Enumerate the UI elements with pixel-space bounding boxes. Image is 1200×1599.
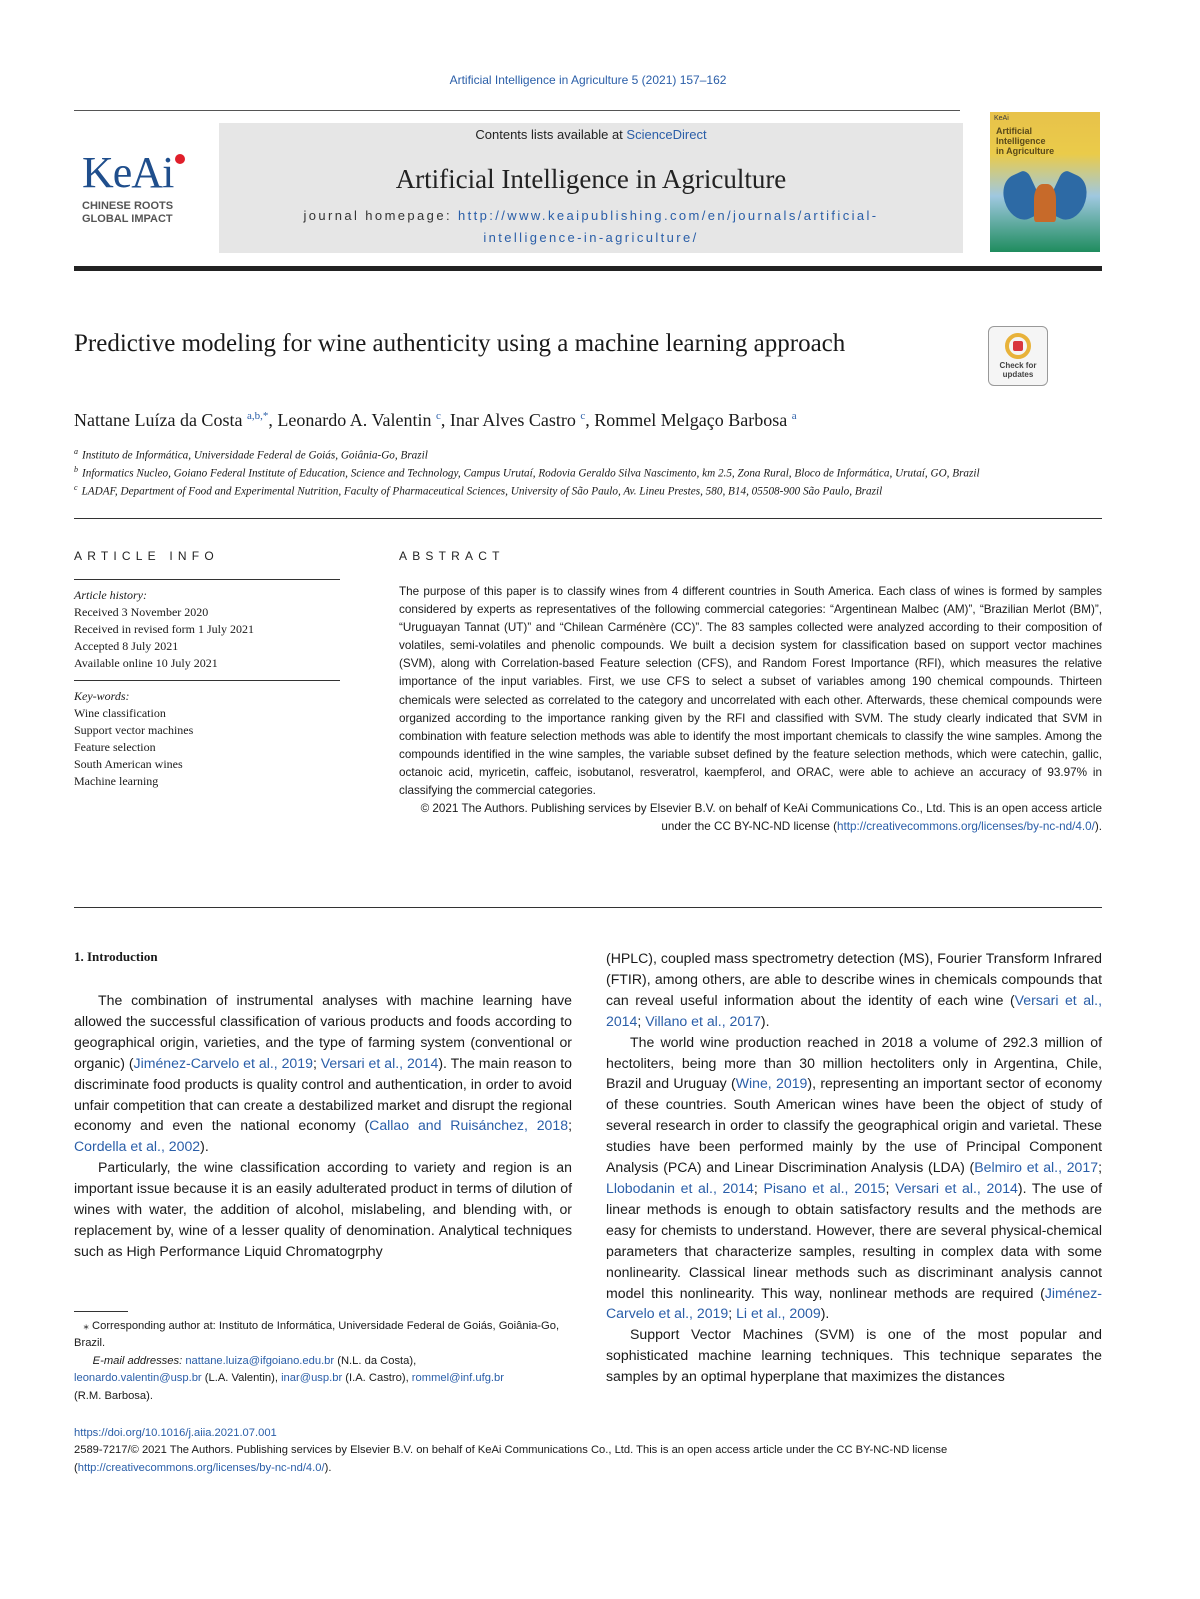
paragraph-text: ; xyxy=(312,1054,321,1071)
journal-title: Artificial Intelligence in Agriculture xyxy=(395,164,787,194)
paragraph-text: ). The main reason to discriminate food products is quality control and authentication, in order to avoid unfair competition that can create a destabilized market and disrupt the regional economy and even the national economy ( xyxy=(74,1054,573,1134)
citation-link[interactable]: Wine, 2019 xyxy=(735,1075,808,1092)
affiliation xyxy=(74,483,882,498)
affiliation xyxy=(74,465,980,480)
citation-link[interactable]: Jiménez-Carvelo et al., 2019 xyxy=(606,1284,1102,1322)
email-link[interactable]: leonardo.valentin@usp.br xyxy=(74,1372,202,1385)
article-history-label: Article history: xyxy=(74,588,147,602)
email-owner: (I.A. Castro), xyxy=(342,1372,412,1385)
keywords-label: Key-words: xyxy=(74,689,130,703)
crossmark-icon xyxy=(1005,333,1031,359)
abstract-body xyxy=(399,583,1102,836)
homepage-label: journal homepage: xyxy=(303,208,458,223)
contents-prefix: Contents lists available at xyxy=(475,127,627,142)
abstract-heading: ABSTRACT xyxy=(399,549,505,563)
footnote-marker: ⁎ xyxy=(83,1320,89,1332)
paragraph-text: ; xyxy=(1098,1159,1102,1176)
abstract-copyright xyxy=(399,800,1102,836)
paragraph-text: ; xyxy=(637,1012,646,1029)
check-for-updates-button[interactable] xyxy=(988,326,1048,386)
cover-title-line-3: in Agriculture xyxy=(996,146,1055,156)
keyword: Machine learning xyxy=(74,774,159,788)
paragraph-text: ). The use of linear methods is enough to obtain satisfactory results and the methods are easy for chemists to understand. However, there are several physical-chemical parameters that characterize samples, resulting in complex data with some nonlinearity. Classical linear methods such as discriminant analysis cannot model this nonlinearity. This way, nonlinear methods are required ( xyxy=(606,1179,1102,1301)
license-close: ). xyxy=(324,1461,332,1474)
email-owner: (L.A. Valentin), xyxy=(201,1372,282,1385)
paragraph-text: ). xyxy=(200,1138,209,1155)
paragraph-text: ; xyxy=(885,1179,896,1196)
copyright-text: © 2021 The Authors. Publishing services by Elsevier B.V. on behalf of KeAi Communications Co., Ltd. This is an open access article under the CC BY-NC-ND license ( xyxy=(420,802,1102,834)
article-title: Predictive modeling for wine authenticity using a machine learning approach xyxy=(74,330,846,357)
journal-homepage xyxy=(219,205,963,249)
affiliation-rule xyxy=(74,518,1102,519)
email-owner: (N.L. da Costa), xyxy=(334,1354,417,1367)
paragraph-text: ), representing an important sector of economy of these countries. South American wines have been the object of study of several research in order to classify the geographical origin and varietal. These studies have been performed mainly by the use of Principal Component Analysis (PCA) and Linear Discrimination Analysis (LDA) ( xyxy=(606,1075,1103,1176)
corresponding-author-note xyxy=(74,1318,572,1353)
page-footer xyxy=(74,1425,1102,1477)
author-affiliation-marker[interactable]: c xyxy=(580,410,586,422)
affiliation-text: Informatics Nucleo, Goiano Federal Institute of Education, Science and Technology, Campus Urutaí, Rodovia Geraldo Silva Nascimento, km 2.5, Zona Rural, Bloco de Informática, Urutaí, GO, Brazil xyxy=(82,467,980,480)
keyword: Support vector machines xyxy=(74,723,194,737)
author-affiliation-marker[interactable]: c xyxy=(435,410,441,422)
author-name[interactable]: Rommel Melgaço Barbosa xyxy=(594,410,788,430)
author-affiliation-marker[interactable]: a xyxy=(791,410,797,422)
citation-link[interactable]: Villano et al., 2017 xyxy=(645,1012,761,1029)
cover-title-line-2: Intelligence xyxy=(996,136,1046,146)
journal-cover-image[interactable] xyxy=(990,112,1100,252)
history-entry: Received in revised form 1 July 2021 xyxy=(74,622,254,636)
license-link[interactable]: http://creativecommons.org/licenses/by-nc-nd/4.0/ xyxy=(836,820,1095,834)
author-name[interactable]: Leonardo A. Valentin xyxy=(277,410,432,430)
right-column xyxy=(606,948,1102,1387)
homepage-link[interactable]: http://www.keaipublishing.com/en/journals/artificial-intelligence-in-agriculture/ xyxy=(457,208,879,245)
affiliation xyxy=(74,447,428,462)
paragraph: Particularly, the wine classification according to variety and region is an important issue because it is an easily adulterated product in terms of dilution of wines with water, the addition of alcohol, mislabeling, and blending with, or replacement by, wine of a lesser quality of denomination. Analytical techniques such as High Performance Liquid Chromatogrphy xyxy=(74,1159,572,1259)
paragraph-text: ; xyxy=(753,1179,764,1196)
author-affiliation-marker[interactable]: a,b,* xyxy=(246,410,269,422)
doi-link[interactable]: https://doi.org/10.1016/j.aiia.2021.07.001 xyxy=(74,1427,277,1439)
citation-link[interactable]: Cordella et al., 2002 xyxy=(74,1138,201,1155)
history-entry: Received 3 November 2020 xyxy=(74,605,209,619)
keyword: Feature selection xyxy=(74,740,156,754)
paragraph xyxy=(606,1032,1102,1325)
paragraph-text: ). xyxy=(820,1305,830,1322)
sciencedirect-link[interactable]: ScienceDirect xyxy=(626,127,707,142)
paragraph xyxy=(74,990,572,1157)
cover-figure-shape xyxy=(1034,184,1056,222)
footer-license-link[interactable]: http://creativecommons.org/licenses/by-nc-nd/4.0/ xyxy=(77,1461,325,1474)
masthead-rule xyxy=(74,266,1102,271)
author-list: Nattane Luíza da Costa $^{a,b,*}$, Leonardo A. Valentin $^c$, Inar Alves Castro $^c$, Rommel Melgaço Barbosa $^a$ xyxy=(74,410,797,430)
keywords-list xyxy=(74,688,340,790)
email-owner: (R.M. Barbosa). xyxy=(74,1389,153,1402)
crossmark-label-2: updates xyxy=(1002,370,1034,379)
citation-link[interactable]: Callao and Ruisánchez, 2018 xyxy=(369,1117,569,1134)
copyright-close: ). xyxy=(1094,820,1102,834)
citation-link[interactable]: Belmiro et al., 2017 xyxy=(974,1159,1099,1176)
email-label: E-mail addresses: xyxy=(92,1354,186,1367)
header-rule xyxy=(74,110,960,111)
keyword: South American wines xyxy=(74,757,183,771)
crossmark-label-1: Check for xyxy=(999,361,1037,370)
paragraph: Support Vector Machines (SVM) is one of the most popular and sophisticated machine learning techniques. This technique separates the samples by an optimal hyperplane that maximizes the distances xyxy=(606,1326,1102,1385)
author-name[interactable]: Nattane Luíza da Costa xyxy=(74,410,243,430)
citation-link[interactable]: Versari et al., 2014 xyxy=(606,991,1102,1029)
publisher-tagline-2: GLOBAL IMPACT xyxy=(82,213,173,225)
citation-link[interactable]: Versari et al., 2014 xyxy=(895,1179,1018,1196)
section-heading: 1. Introduction xyxy=(74,949,158,964)
email-link[interactable]: inar@usp.br xyxy=(281,1372,343,1385)
citation-link[interactable]: Versari et al., 2014 xyxy=(320,1054,439,1071)
email-link[interactable]: rommel@inf.ufg.br xyxy=(411,1372,504,1385)
paragraph-text: The combination of instrumental analyses with machine learning have allowed the successful classification of various products and foods according to geographical origin, varieties, and the type of farming system (conventional or organic) ( xyxy=(74,992,572,1071)
affiliation-text: LADAF, Department of Food and Experimental Nutrition, Faculty of Pharmaceutical Sciences, University of São Paulo, Av. Lineu Prestes, 580, B14, 05508-900 São Paulo, Brazil xyxy=(81,485,883,498)
article-history xyxy=(74,587,340,672)
keywords-rule xyxy=(74,680,340,681)
journal-banner xyxy=(219,123,963,253)
cover-brand: KeAi xyxy=(994,115,1009,122)
email-addresses xyxy=(74,1353,572,1405)
abstract-rule xyxy=(74,907,1102,908)
article-info-heading: ARTICLE INFO xyxy=(74,549,219,563)
citation-link[interactable]: Llobodanin et al., 2014 xyxy=(606,1179,754,1196)
email-link[interactable]: nattane.luiza@ifgoiano.edu.br xyxy=(185,1354,335,1367)
citation-link[interactable]: Li et al., 2009 xyxy=(736,1305,821,1322)
license-text: 2589-7217/© 2021 The Authors. Publishing services by Elsevier B.V. on behalf of KeAi Communications Co., Ltd. This is an open access article under the CC BY-NC-ND license ( xyxy=(74,1444,948,1474)
affiliation-marker: c xyxy=(74,483,78,492)
citation-link[interactable]: Pisano et al., 2015 xyxy=(763,1179,886,1196)
paragraph xyxy=(606,948,1102,1032)
keyword: Wine classification xyxy=(74,706,166,720)
affiliation-marker: b xyxy=(74,465,78,474)
paragraph-text: ; xyxy=(568,1117,572,1134)
citation-link[interactable]: Jiménez-Carvelo et al., 2019 xyxy=(133,1054,313,1071)
paragraph-text: The world wine production reached in 2018 a volume of 292.3 million of hectoliters, being more than 30 million hectoliters only in Argentina, Chile, Brazil and Uruguay ( xyxy=(606,1033,1102,1092)
author-name[interactable]: Inar Alves Castro xyxy=(449,410,576,430)
affiliation-marker: a xyxy=(74,447,78,456)
article-info-rule xyxy=(74,579,340,580)
footnote xyxy=(74,1318,572,1405)
license-statement xyxy=(74,1442,1102,1477)
paragraph-text: (HPLC), coupled mass spectrometry detection (MS), Fourier Transform Infrared (FTIR), among others, are able to describe wines in chemicals compounds that can reveal useful information about the identity of each wine ( xyxy=(606,950,1102,1008)
logo-dot-icon xyxy=(175,154,185,164)
left-column xyxy=(74,990,572,1262)
history-entry: Accepted 8 July 2021 xyxy=(74,639,179,653)
logo-wordmark: KeAi xyxy=(82,148,174,197)
contents-line xyxy=(219,127,963,142)
history-entry: Available online 10 July 2021 xyxy=(74,656,218,670)
publisher-logo[interactable] xyxy=(82,150,202,226)
corresponding-author-text: Corresponding author at: Instituto de Informática, Universidade Federal de Goiás, Goiânia-Go, Brazil. xyxy=(74,1320,560,1350)
publisher-tagline-1: CHINESE ROOTS xyxy=(82,200,174,212)
paragraph-text: ). xyxy=(760,1012,770,1029)
abstract-text: The purpose of this paper is to classify wines from 4 different countries in South America. Each class of wines is formed by samples considered by experts as representatives of the following commercial categories: “Argentinean Malbec (AM)”, “Brazilian Merlot (BM)”, “Uruguayan Tannat (UT)” and “Chilean Carménère (CC)”. The 83 samples collected were analyzed according to their composition of volatiles, semi-volatiles and phenolic compounds. We built a decision system for classification based on support vector machines (SVM), along with Correlation-based Feature selection (CFS), and Random Forest Importance (RFI), which measures the relative importance of the input variables. First, we use CFS to select a subset of variables among 190 chemical compounds. Thirteen chemicals were selected as correlated to the category and uncorrelated with each other. Afterwards, these chemical compounds were organized according to the importance ranking given by the RFI and classified with SVM. The study clearly indicated that SVM in combination with feature selection methods was able to identify the most important chemicals to classify the wine samples. Among the compounds identified in the wine samples, the variable subset defined by the feature selection methods, which were catechin, gallic, octanoic acid, myricetin, caffeic, isobutanol, resveratrol, kaempferol, and ORAC, were able to achieve an accuracy of 93.97% in classifying the commercial categories. xyxy=(399,585,1102,798)
running-head[interactable]: Artificial Intelligence in Agriculture 5 (2021) 157–162 xyxy=(449,73,727,87)
footnote-rule xyxy=(74,1311,128,1312)
paragraph-text: ; xyxy=(728,1305,737,1322)
cover-title-line-1: Artificial xyxy=(996,126,1033,136)
affiliation-text: Instituto de Informática, Universidade Federal de Goiás, Goiânia-Go, Brazil xyxy=(82,449,428,462)
cover-title xyxy=(996,126,1054,156)
